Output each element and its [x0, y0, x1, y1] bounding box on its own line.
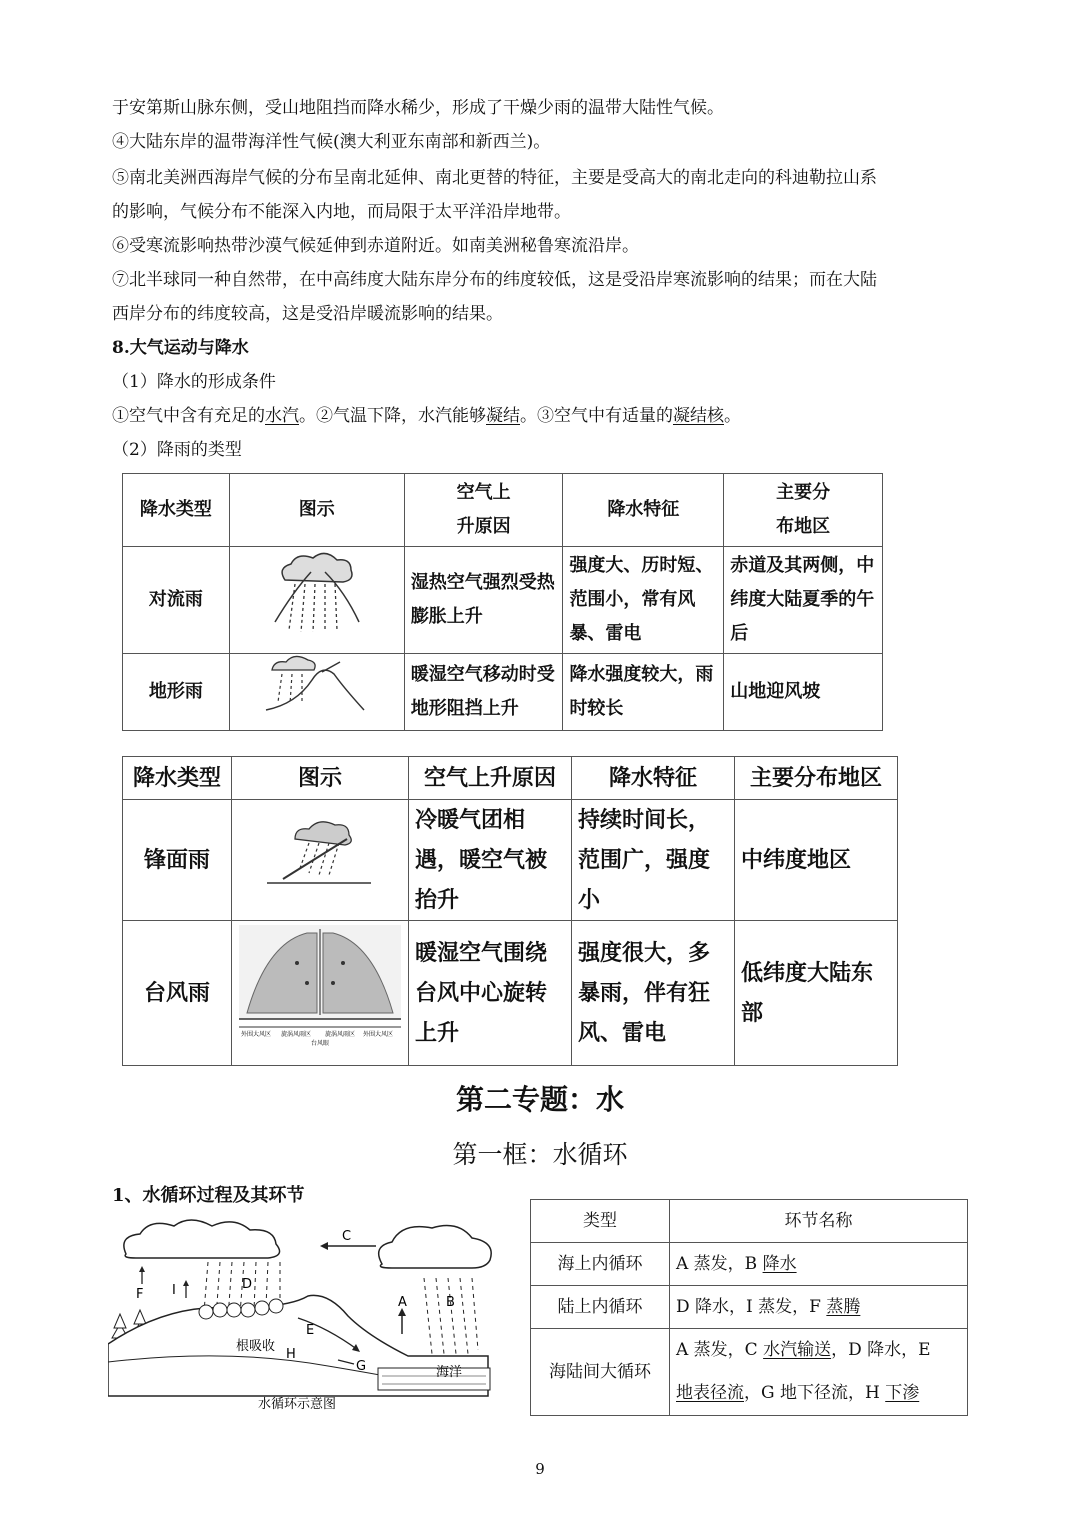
cycle-type-cell: 陆上内循环 — [531, 1286, 670, 1329]
header-cell: 空气上升原因 — [409, 757, 572, 800]
reason-cell: 冷暖气团相遇，暖空气被抬升 — [409, 800, 572, 921]
paragraph-line: ⑤南北美洲西海岸气候的分布呈南北延伸、南北更替的特征，主要是受高大的南北走向的科迪勒拉山系 — [112, 168, 877, 188]
header-cell: 空气上 升原因 — [404, 474, 563, 547]
header-cell: 主要分布地区 — [735, 757, 898, 800]
rain-type-cell: 对流雨 — [123, 547, 230, 654]
label-ocean: 海洋 — [436, 1365, 463, 1380]
paragraph-line: ⑦北半球同一种自然带，在中高纬度大陆东岸分布的纬度较低，这是受沿岸寒流影响的结果；而在大陆 — [112, 270, 877, 290]
chapter-title: 第二专题：水 — [455, 1083, 624, 1116]
diagram-cell — [232, 800, 409, 921]
diagram-cell — [229, 654, 404, 731]
rain-type-cell: 地形雨 — [123, 654, 230, 731]
paragraph-line: ⑥受寒流影响热带沙漠气候延伸到赤道附近。如南美洲秘鲁寒流沿岸。 — [112, 236, 639, 256]
paragraph-line: 的影响，气候分布不能深入内地，而局限于太平洋沿岸地带。 — [112, 202, 571, 222]
reason-cell: 湿热空气强烈受热膨胀上升 — [404, 547, 563, 654]
feature-cell: 降水强度较大，雨时较长 — [563, 654, 724, 731]
area-cell: 中纬度地区 — [735, 800, 898, 921]
label-h: H — [286, 1347, 296, 1362]
area-cell: 低纬度大陆东部 — [735, 921, 898, 1066]
header-cell: 图示 — [229, 474, 404, 547]
label-root: 根吸收 — [236, 1339, 276, 1354]
conditions-line: ①空气中含有充足的水汽。②气温下降，水汽能够凝结。③空气中有适量的凝结核。 — [112, 406, 741, 426]
label-i: I — [172, 1283, 176, 1298]
paragraph-line: 西岸分布的纬度较高，这是受沿岸暖流影响的结果。 — [112, 304, 503, 324]
header-cell: 类型 — [531, 1200, 670, 1243]
header-cell: 主要分 布地区 — [724, 474, 883, 547]
rain-types-table-1 — [122, 473, 883, 731]
cycle-steps-cell: D 降水，I 蒸发，F 蒸腾 — [670, 1286, 968, 1329]
label-b: B — [446, 1295, 455, 1310]
diagram-caption: 水循环示意图 — [258, 1397, 337, 1412]
page-number: 9 — [535, 1460, 545, 1478]
label-e: E — [306, 1323, 315, 1338]
header-cell: 降水特征 — [572, 757, 735, 800]
typhoon-rain-diagram — [237, 923, 403, 1049]
feature-cell: 持续时间长，范围广，强度小 — [572, 800, 735, 921]
area-cell: 赤道及其两侧，中纬度大陆夏季的午后 — [724, 547, 883, 654]
subsection-title: （1）降水的形成条件 — [112, 372, 276, 392]
subsection-title: （2）降雨的类型 — [112, 440, 242, 460]
typhoon-label: 旋涡风雨区 — [325, 1031, 356, 1038]
convection-rain-diagram — [267, 552, 367, 637]
label-g: G — [356, 1359, 367, 1374]
frontal-rain-diagram — [265, 817, 375, 889]
water-cycle-heading: 1、水循环过程及其环节 — [112, 1185, 305, 1206]
area-cell: 山地迎风坡 — [724, 654, 883, 731]
orographic-rain-diagram — [262, 654, 372, 718]
label-c: C — [342, 1229, 352, 1244]
paragraph-line: ④大陆东岸的温带海洋性气候(澳大利亚东南部和新西兰)。 — [112, 132, 551, 152]
rain-type-cell: 台风雨 — [123, 921, 232, 1066]
label-d: D — [242, 1277, 253, 1292]
typhoon-label: 外围大风区 — [241, 1031, 272, 1038]
feature-cell: 强度很大，多暴雨，伴有狂风、雷电 — [572, 921, 735, 1066]
chapter-subtitle: 第一框：水循环 — [452, 1140, 628, 1169]
section-title: 8.大气运动与降水 — [112, 338, 249, 358]
reason-cell: 暖湿空气围绕台风中心旋转上升 — [409, 921, 572, 1066]
cycle-steps-cell: A 蒸发，B 降水 — [670, 1243, 968, 1286]
water-cycle-table — [530, 1199, 968, 1416]
cycle-type-cell: 海上内循环 — [531, 1243, 670, 1286]
diagram-cell — [229, 547, 404, 654]
typhoon-label: 台风眼 — [311, 1040, 330, 1047]
header-cell: 降水类型 — [123, 474, 230, 547]
typhoon-label: 外围大风区 — [363, 1031, 394, 1038]
header-cell: 降水类型 — [123, 757, 232, 800]
rain-type-cell: 锋面雨 — [123, 800, 232, 921]
cycle-type-cell: 海陆间大循环 — [531, 1329, 670, 1416]
header-cell: 图示 — [232, 757, 409, 800]
diagram-cell — [232, 921, 409, 1066]
paragraph-line: 于安第斯山脉东侧，受山地阻挡而降水稀少，形成了干燥少雨的温带大陆性气候。 — [112, 98, 724, 118]
reason-cell: 暖湿空气移动时受地形阻挡上升 — [404, 654, 563, 731]
header-cell: 环节名称 — [670, 1200, 968, 1243]
cycle-steps-cell: A 蒸发，C 水汽输送，D 降水，E 地表径流，G 地下径流，H 下渗 — [670, 1329, 968, 1416]
label-a: A — [398, 1295, 407, 1310]
header-cell: 降水特征 — [563, 474, 724, 547]
rain-types-table-2 — [122, 756, 898, 1066]
typhoon-label: 旋涡风雨区 — [281, 1031, 312, 1038]
label-f: F — [136, 1287, 144, 1302]
feature-cell: 强度大、历时短、范围小，常有风暴、雷电 — [563, 547, 724, 654]
water-cycle-diagram — [108, 1214, 498, 1414]
